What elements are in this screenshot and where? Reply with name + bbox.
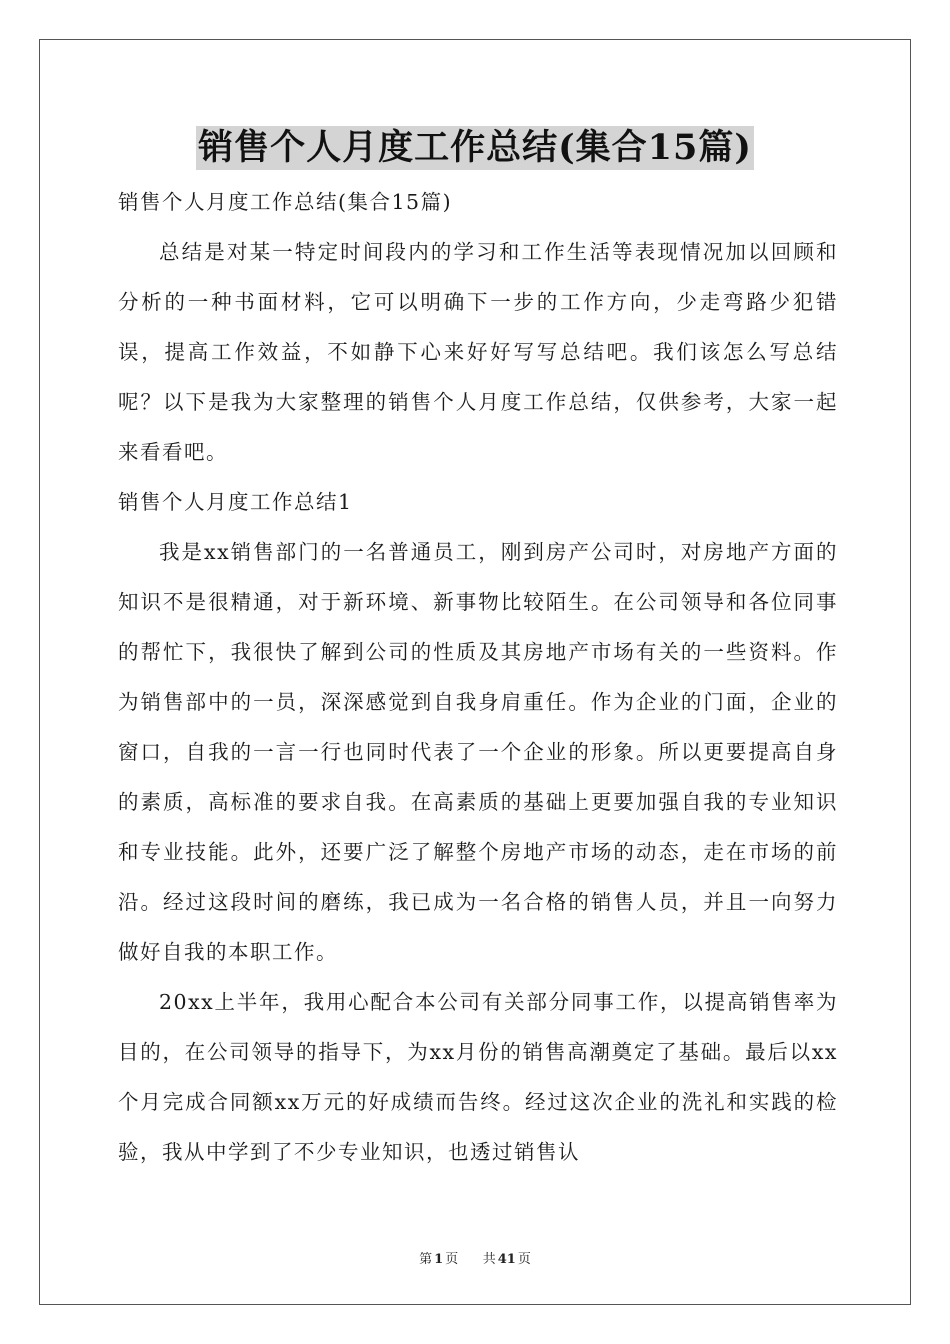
section-heading: 销售个人月度工作总结1 [118,490,353,514]
total-count: 41 [497,1252,516,1267]
intro-paragraph: 总结是对某一特定时间段内的学习和工作生活等表现情况加以回顾和分析的一种书面材料，它可以明确下一步的工作方向，少走弯路少犯错误，提高工作效益，不如静下心来好好写写总结吧。我们该怎么写总结呢？以下是我为大家整理的销售个人月度工作总结，仅供参考，大家一起来看看吧。 [118,240,838,464]
page-suffix: 页 [445,1252,459,1267]
body-paragraph: 20xx上半年，我用心配合本公司有关部分同事工作，以提高销售率为目的，在公司领导的指导下，为xx月份的销售高潮奠定了基础。最后以xx个月完成合同额xx万元的好成绩而告终。经过这次企业的洗礼和实践的检验，我从中学到了不少专业知识，也透过销售认 [118,990,838,1164]
page-total [481,1252,533,1267]
page-current: 1 [434,1252,444,1267]
document-body [118,177,838,1177]
total-suffix: 页 [517,1252,531,1267]
page-number [417,1252,460,1267]
page-footer [0,1248,950,1267]
document-subtitle: 销售个人月度工作总结(集合15篇) [118,190,453,214]
page-prefix: 第 [419,1252,433,1267]
total-prefix: 共 [482,1252,496,1267]
body-paragraph: 我是xx销售部门的一名普通员工，刚到房产公司时，对房地产方面的知识不是很精通，对于新环境、新事物比较陌生。在公司领导和各位同事的帮忙下，我很快了解到公司的性质及其房地产市场有关的一些资料。作为销售部中的一员，深深感觉到自我身肩重任。作为企业的门面，企业的窗口，自我的一言一行也同时代表了一个企业的形象。所以更要提高自身的素质，高标准的要求自我。在高素质的基础上更要加强自我的专业知识和专业技能。此外，还要广泛了解整个房地产市场的动态，走在市场的前沿。经过这段时间的磨练，我已成为一名合格的销售人员，并且一向努力做好自我的本职工作。 [118,540,838,964]
title-container [0,126,950,170]
document-title: 销售个人月度工作总结(集合15篇) [198,127,752,168]
